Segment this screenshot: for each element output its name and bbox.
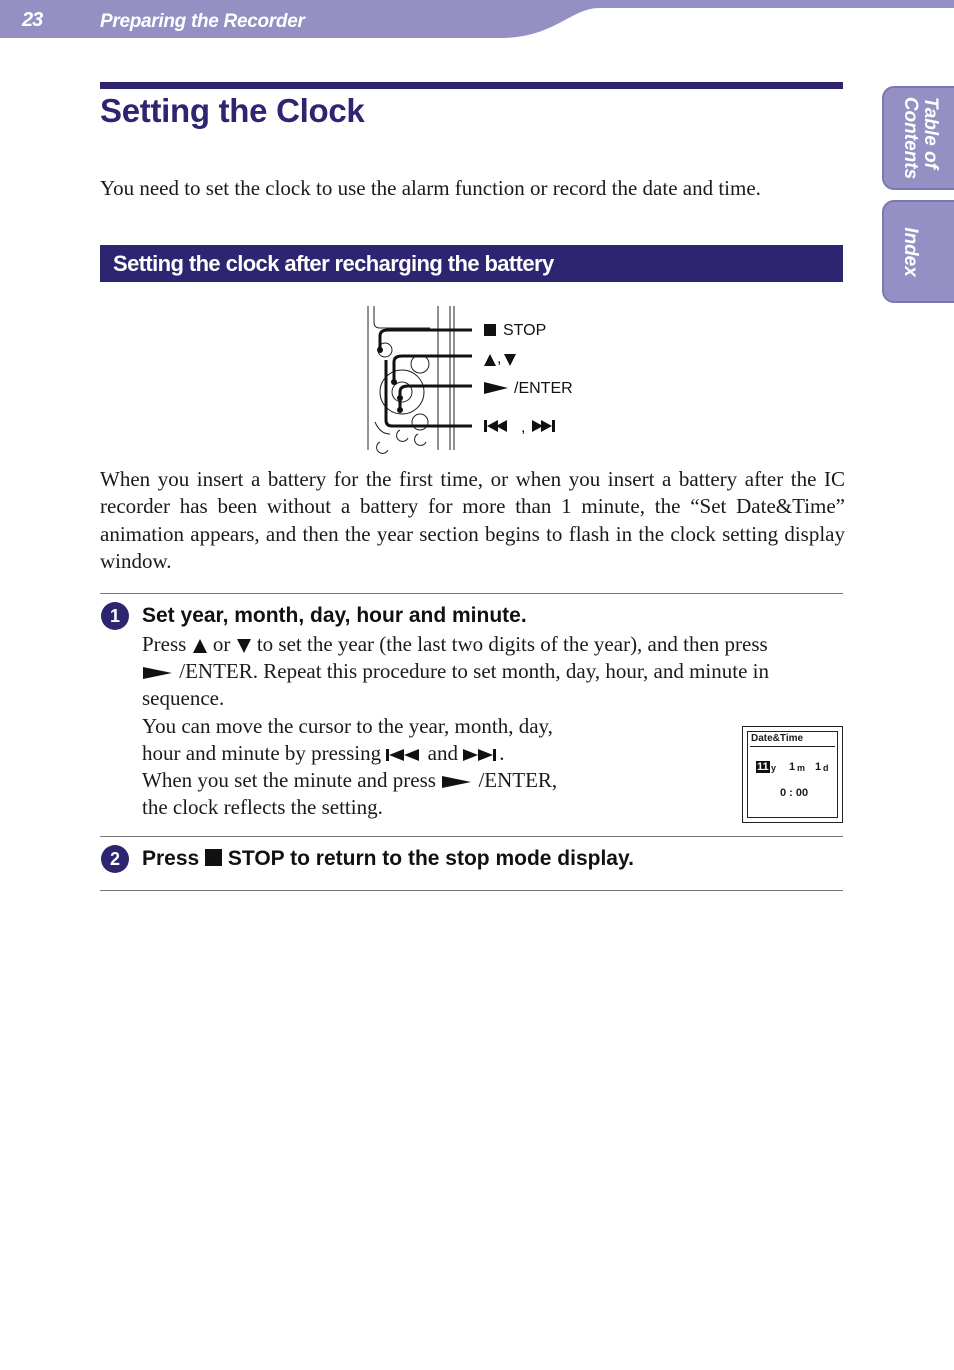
step-text-line: sequence. bbox=[142, 686, 225, 710]
recorder-drawing bbox=[360, 302, 580, 454]
lcd-display bbox=[742, 726, 843, 823]
text-fragment: to set the year (the last two digits of the year), and then press bbox=[251, 632, 768, 656]
page-title: Setting the Clock bbox=[100, 92, 365, 129]
play-icon bbox=[142, 665, 174, 681]
subsection-title: Setting the clock after recharging the battery bbox=[113, 251, 554, 276]
table-of-contents-tab[interactable] bbox=[882, 86, 954, 190]
play-icon bbox=[441, 774, 473, 790]
step-text-line: You can move the cursor to the year, month, day, bbox=[142, 714, 553, 738]
up-down-callout: , bbox=[497, 350, 502, 367]
page-number: 23 bbox=[22, 9, 43, 31]
next-icon bbox=[463, 747, 499, 763]
lcd-screen bbox=[747, 731, 838, 818]
text-fragment: hour and minute by pressing bbox=[142, 741, 387, 765]
lcd-time: 0 : 00 bbox=[780, 787, 809, 799]
step-number-badge: 2 bbox=[101, 845, 129, 873]
step-text-line bbox=[142, 741, 504, 766]
stop-icon bbox=[484, 324, 496, 336]
text-fragment: Press bbox=[142, 847, 206, 870]
stop-callout: STOP bbox=[503, 322, 547, 339]
divider bbox=[100, 836, 843, 837]
text-fragment: . bbox=[499, 741, 505, 765]
step-text-line bbox=[142, 659, 769, 684]
step-title bbox=[142, 847, 634, 871]
step-text-line bbox=[142, 768, 557, 793]
text-fragment: /ENTER, bbox=[473, 768, 558, 792]
text-fragment: When you set the minute and press bbox=[142, 768, 442, 792]
lcd-year-unit: y bbox=[771, 763, 777, 773]
enter-callout: /ENTER bbox=[514, 380, 573, 397]
play-icon bbox=[484, 382, 508, 394]
text-fragment: or bbox=[207, 632, 236, 656]
divider bbox=[100, 593, 843, 594]
down-arrow-icon bbox=[504, 354, 516, 366]
subsection-banner bbox=[100, 245, 843, 282]
lcd-day-unit: d bbox=[823, 763, 829, 773]
down-arrow-icon bbox=[236, 638, 252, 654]
skip-callout: , bbox=[521, 419, 526, 436]
step-text-line: the clock reflects the setting. bbox=[142, 795, 383, 819]
step-number-badge: 1 bbox=[101, 602, 129, 630]
previous-icon bbox=[386, 747, 422, 763]
index-label: Index bbox=[900, 226, 921, 277]
divider bbox=[100, 890, 843, 891]
section-title: Preparing the Recorder bbox=[100, 11, 305, 32]
text-fragment: and bbox=[422, 741, 464, 765]
text-fragment: /ENTER. Repeat this procedure to set month, day, hour, and minute in bbox=[174, 659, 770, 683]
up-arrow-icon bbox=[192, 638, 208, 654]
step-text-line bbox=[142, 632, 768, 657]
table-of-contents-label: Table of Contents bbox=[900, 96, 941, 180]
recorder-illustration bbox=[360, 302, 580, 454]
lcd-year: 11 bbox=[757, 761, 769, 773]
stop-icon bbox=[205, 849, 222, 866]
lcd-day: 1 bbox=[815, 761, 822, 773]
step-title: Set year, month, day, hour and minute. bbox=[142, 604, 527, 627]
lcd-separator bbox=[750, 746, 835, 747]
title-rule bbox=[100, 82, 843, 89]
up-arrow-icon bbox=[484, 354, 496, 366]
previous-icon bbox=[484, 420, 507, 432]
next-icon bbox=[532, 420, 555, 432]
lcd-title: Date&Time bbox=[751, 733, 804, 744]
lcd-month: 1 bbox=[789, 761, 796, 773]
text-fragment: STOP to return to the stop mode display. bbox=[222, 847, 634, 870]
lcd-month-unit: m bbox=[797, 763, 806, 773]
body-paragraph: When you insert a battery for the first time, or when you insert a battery after the IC recorder has been without a battery for more than 1 minute, the “Set Date&Time” animation appears, and then the year section begins to flash in the clock setting display window. bbox=[100, 467, 845, 573]
index-tab[interactable] bbox=[882, 200, 954, 303]
text-fragment: Press bbox=[142, 632, 192, 656]
intro-text: You need to set the clock to use the alarm function or record the date and time. bbox=[100, 176, 761, 200]
